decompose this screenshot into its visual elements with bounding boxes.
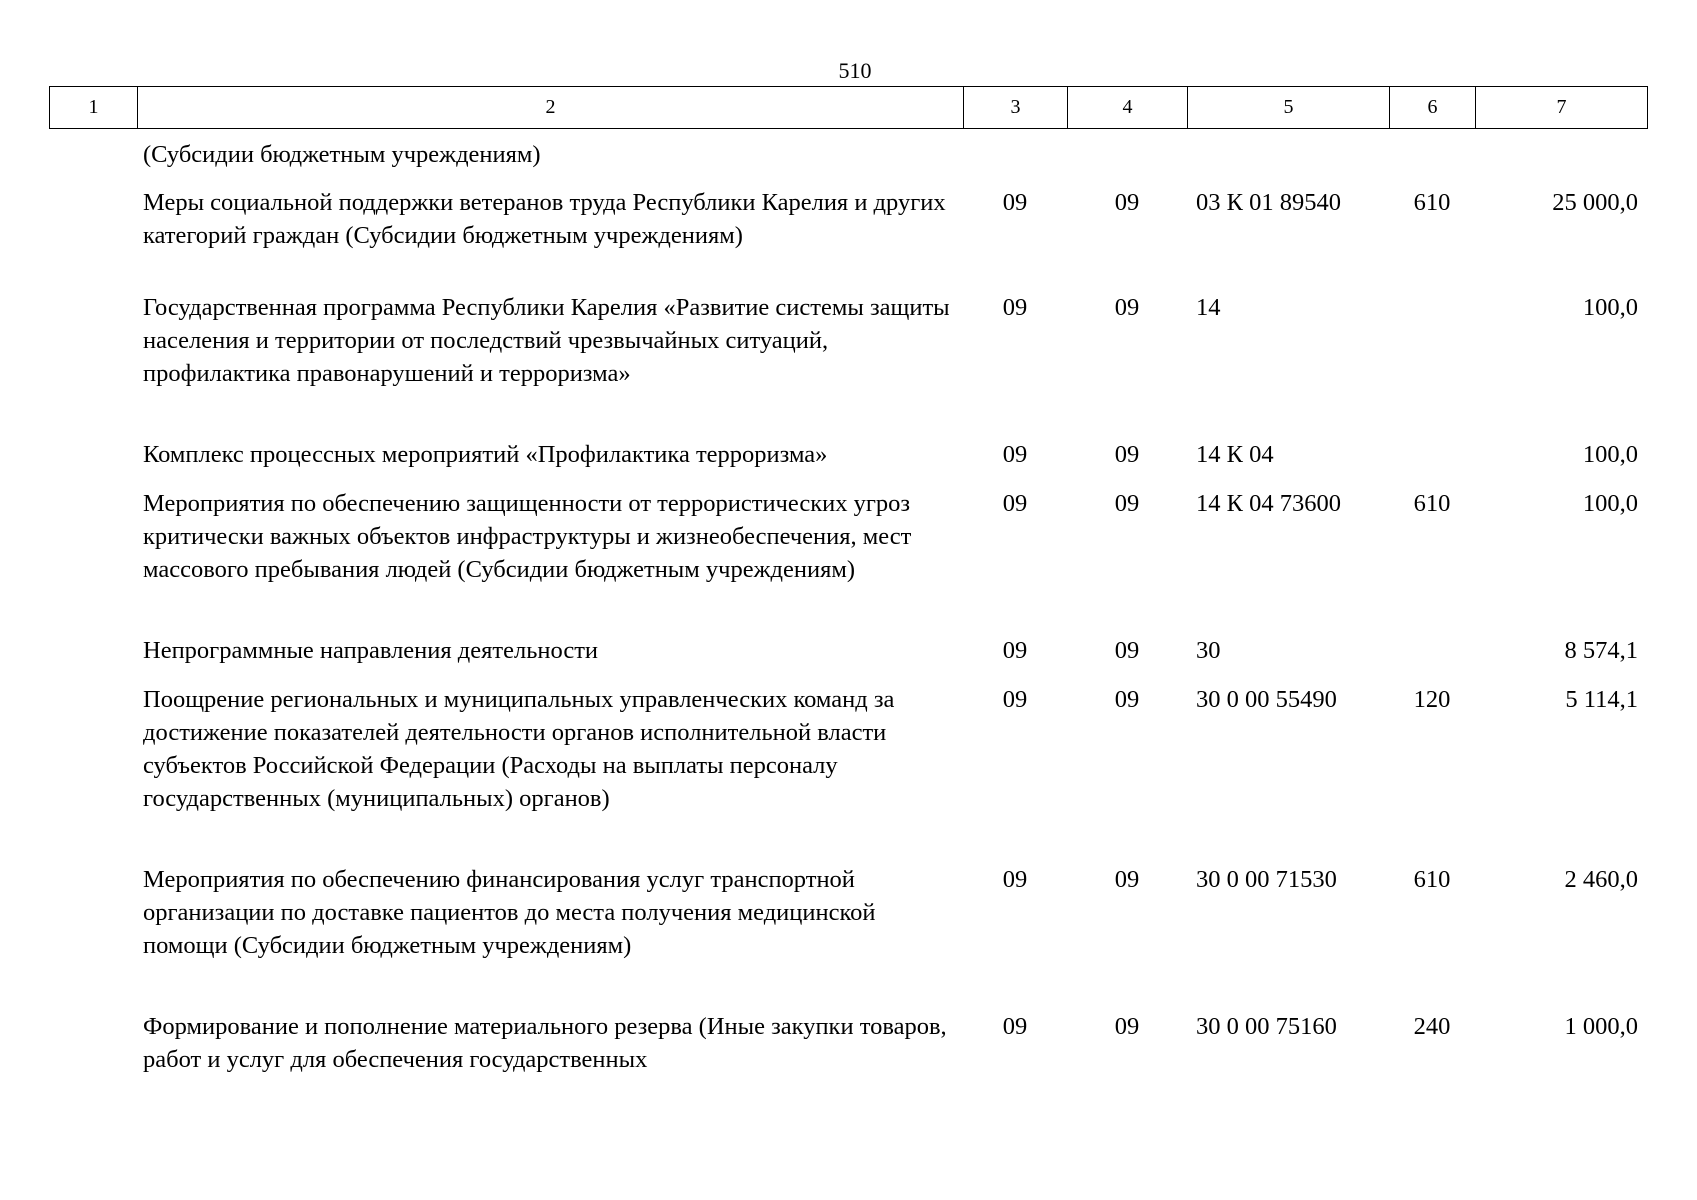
table-row — [49, 863, 1649, 1010]
cell-section: 09 — [1002, 441, 1028, 468]
table-row — [49, 291, 1649, 438]
table-row — [49, 634, 1649, 683]
cell-subsection: 09 — [1114, 490, 1140, 517]
cell-section: 09 — [1002, 637, 1028, 664]
cell-section: 09 — [1002, 189, 1028, 216]
column-header-3: 3 — [964, 87, 1068, 129]
cell-description: (Субсидии бюджетным учреждениям) — [143, 141, 541, 168]
cell-amount: 5 114,1 — [1565, 686, 1638, 713]
table-row — [49, 186, 1649, 291]
cell-expense-type: 610 — [1413, 490, 1451, 517]
column-header-row — [50, 87, 1648, 129]
cell-amount: 100,0 — [1582, 490, 1638, 517]
cell-target-code: 14 — [1196, 294, 1221, 321]
cell-expense-type: 610 — [1413, 189, 1451, 216]
cell-description: Мероприятия по обеспечению финансирования услуг транспортной организации по доставке пациентов до места получения медицинской помощи (Субсидии бюджетным учреждениям) — [143, 866, 876, 959]
cell-description: Мероприятия по обеспечению защищенности от террористических угроз критически важных объектов инфраструктуры и жизнеобеспечения, мест массового пребывания людей (Субсидии бюджетным учреждениям) — [143, 490, 912, 583]
cell-subsection: 09 — [1114, 189, 1140, 216]
cell-section: 09 — [1002, 866, 1028, 893]
cell-target-code: 30 0 00 75160 — [1196, 1013, 1337, 1040]
cell-amount: 8 574,1 — [1564, 637, 1638, 664]
cell-description: Государственная программа Республики Карелия «Развитие системы защиты населения и территории от последствий чрезвычайных ситуаций, профилактика правонарушений и терроризма» — [143, 294, 950, 387]
cell-expense-type: 610 — [1413, 866, 1451, 893]
column-header-6: 6 — [1390, 87, 1476, 129]
cell-target-code: 30 0 00 55490 — [1196, 686, 1337, 713]
column-header-7: 7 — [1476, 87, 1648, 129]
cell-description: Поощрение региональных и муниципальных управленческих команд за достижение показателей деятельности органов исполнительной власти субъектов Российской Федерации (Расходы на выплаты персоналу государственных (муниципальных) органов) — [143, 686, 895, 812]
cell-subsection: 09 — [1114, 866, 1140, 893]
cell-section: 09 — [1002, 490, 1028, 517]
cell-subsection: 09 — [1114, 637, 1140, 664]
cell-section: 09 — [1002, 294, 1028, 321]
cell-subsection: 09 — [1114, 294, 1140, 321]
cell-description: Меры социальной поддержки ветеранов труда Республики Карелия и других категорий граждан (Субсидии бюджетным учреждениям) — [143, 189, 946, 249]
column-header-1: 1 — [50, 87, 138, 129]
column-header-5: 5 — [1188, 87, 1390, 129]
column-header-2: 2 — [138, 87, 964, 129]
cell-description: Формирование и пополнение материального резерва (Иные закупки товаров, работ и услуг для обеспечения государственных — [143, 1013, 947, 1073]
table-row — [49, 1010, 1649, 1090]
cell-amount: 2 460,0 — [1564, 866, 1638, 893]
column-header-4: 4 — [1068, 87, 1188, 129]
cell-target-code: 14 К 04 — [1196, 441, 1274, 468]
cell-section: 09 — [1002, 1013, 1028, 1040]
table-body — [49, 138, 1649, 1090]
table-row — [49, 487, 1649, 634]
table-row — [49, 683, 1649, 863]
cell-amount: 25 000,0 — [1552, 189, 1638, 216]
cell-subsection: 09 — [1114, 441, 1140, 468]
table-row — [49, 438, 1649, 487]
cell-amount: 1 000,0 — [1564, 1013, 1638, 1040]
cell-subsection: 09 — [1114, 686, 1140, 713]
cell-section: 09 — [1002, 686, 1028, 713]
cell-amount: 100,0 — [1582, 294, 1638, 321]
cell-description: Комплекс процессных мероприятий «Профилактика терроризма» — [143, 441, 828, 468]
cell-target-code: 14 К 04 73600 — [1196, 490, 1341, 517]
cell-subsection: 09 — [1114, 1013, 1140, 1040]
cell-target-code: 30 — [1196, 637, 1221, 664]
cell-expense-type: 240 — [1413, 1013, 1451, 1040]
column-header-table — [49, 86, 1648, 129]
cell-target-code: 03 К 01 89540 — [1196, 189, 1341, 216]
cell-description: Непрограммные направления деятельности — [143, 637, 599, 664]
cell-amount: 100,0 — [1582, 441, 1638, 468]
page-number: 510 — [838, 58, 872, 83]
table-row — [49, 138, 1649, 186]
cell-target-code: 30 0 00 71530 — [1196, 866, 1337, 893]
cell-expense-type: 120 — [1413, 686, 1451, 713]
